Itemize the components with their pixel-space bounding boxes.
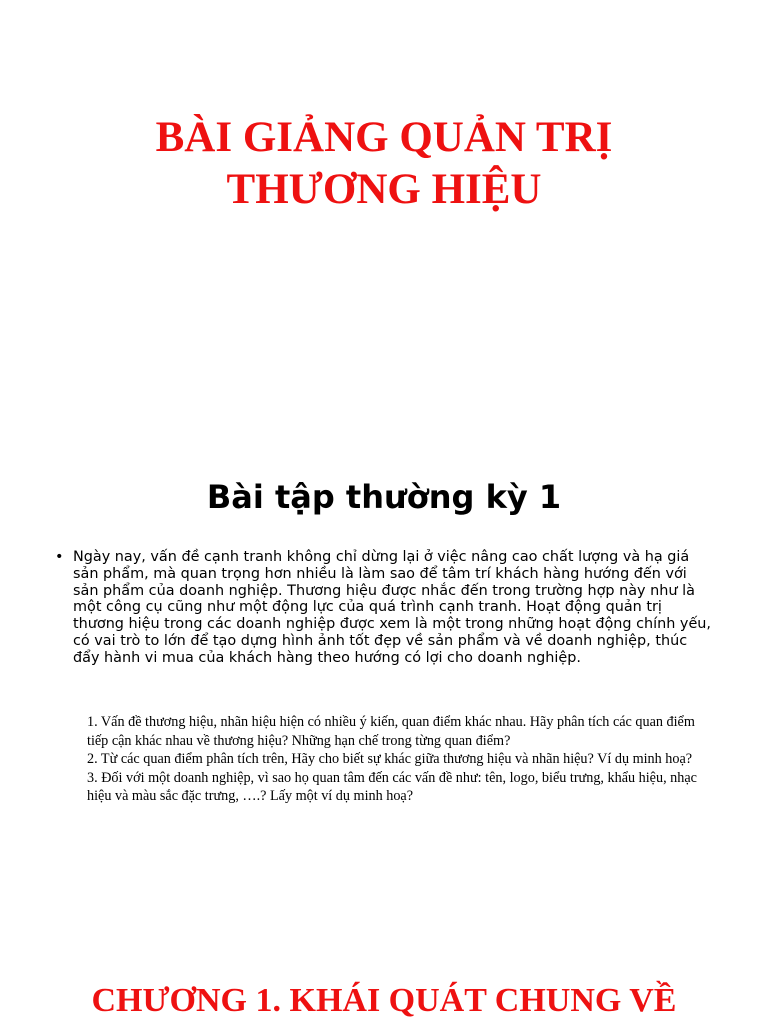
question-item-1: 1. Vấn đề thương hiệu, nhãn hiệu hiện có nhiều ý kiến, quan điểm khác nhau. Hãy phân tích các quan điểm tiếp cận khác nhau về thương hiệu? Những hạn chế trong từng quan điểm? <box>87 714 695 749</box>
title-line-2: THƯƠNG HIỆU <box>226 166 542 213</box>
title-line-1: BÀI GIẢNG QUẢN TRỊ <box>155 114 613 161</box>
question-item-2: 2. Từ các quan điểm phân tích trên, Hãy cho biết sự khác giữa thương hiệu và nhãn hiệu? Ví dụ minh hoạ? <box>87 751 693 768</box>
question-list <box>87 713 713 806</box>
intro-bullet <box>55 549 715 667</box>
page-title <box>40 112 728 216</box>
chapter-title: CHƯƠNG 1. KHÁI QUÁT CHUNG VỀ <box>91 982 677 1019</box>
question-item-3: 3. Đối với một doanh nghiệp, vì sao họ quan tâm đến các vấn đề như: tên, logo, biểu trưng, khẩu hiệu, nhạc hiệu và màu sắc đặc trưng, ….? Lấy một ví dụ minh hoạ? <box>87 769 697 805</box>
intro-paragraph: Ngày nay, vấn đề cạnh tranh không chỉ dừng lại ở việc nâng cao chất lượng và hạ giá sản phẩm, mà quan trọng hơn nhiều là làm sao để tâm trí khách hàng hướng đến với sản phẩm của doanh nghiệp. Thương hiệu được nhắc đến trong trường hợp này như là một công cụ cũng như một động lực của quá trình cạnh tranh. Hoạt động quản trị thương hiệu trong các doanh nghiệp được xem là một trong những hoạt động chính yếu, có vai trò to lớn để tạo dựng hình ảnh tốt đẹp về sản phẩm và về doanh nghiệp, thúc đẩy hành vi mua của khách hàng theo hướng có lợi cho doanh nghiệp. <box>73 549 711 666</box>
exercise-heading: Bài tập thường kỳ 1 <box>206 478 562 516</box>
bullet-icon: • <box>55 549 64 565</box>
